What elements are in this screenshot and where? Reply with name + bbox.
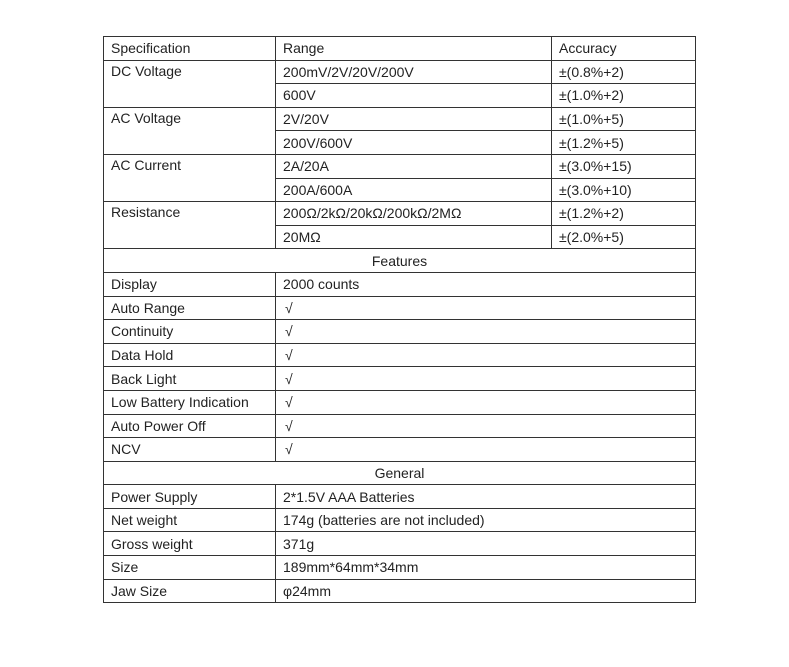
range-cell: 2V/20V [276, 107, 552, 131]
check-mark: √ [276, 438, 696, 462]
range-cell: 2A/20A [276, 154, 552, 178]
table-row [104, 485, 696, 509]
table-row [104, 296, 696, 320]
feature-label: Low Battery Indication [104, 390, 276, 414]
table-row [104, 343, 696, 367]
section-row [104, 461, 696, 485]
measurement-name: DC Voltage [104, 60, 276, 107]
general-label: Gross weight [104, 532, 276, 556]
feature-label: Data Hold [104, 343, 276, 367]
table-row [104, 367, 696, 391]
feature-label: Back Light [104, 367, 276, 391]
header-range: Range [276, 37, 552, 61]
range-cell: 600V [276, 84, 552, 108]
table-row [104, 107, 696, 131]
accuracy-cell: ±(0.8%+2) [552, 60, 696, 84]
check-mark: √ [276, 367, 696, 391]
feature-value: 2000 counts [276, 272, 696, 296]
table-row [104, 390, 696, 414]
range-cell: 200V/600V [276, 131, 552, 155]
general-label: Net weight [104, 508, 276, 532]
table-row [104, 508, 696, 532]
range-cell: 20MΩ [276, 225, 552, 249]
measurement-name: AC Current [104, 154, 276, 201]
general-value: 189mm*64mm*34mm [276, 556, 696, 580]
measurement-name: AC Voltage [104, 107, 276, 154]
general-label: Power Supply [104, 485, 276, 509]
general-value: φ24mm [276, 579, 696, 603]
range-cell: 200Ω/2kΩ/20kΩ/200kΩ/2MΩ [276, 202, 552, 226]
range-cell: 200A/600A [276, 178, 552, 202]
table-row [104, 154, 696, 178]
accuracy-cell: ±(1.2%+2) [552, 202, 696, 226]
check-mark: √ [276, 390, 696, 414]
table-row [104, 532, 696, 556]
table-row [104, 414, 696, 438]
check-mark: √ [276, 296, 696, 320]
accuracy-cell: ±(3.0%+15) [552, 154, 696, 178]
check-mark: √ [276, 343, 696, 367]
specification-table [103, 36, 696, 603]
feature-label: Auto Power Off [104, 414, 276, 438]
check-mark: √ [276, 414, 696, 438]
range-cell: 200mV/2V/20V/200V [276, 60, 552, 84]
header-specification: Specification [104, 37, 276, 61]
feature-label: Auto Range [104, 296, 276, 320]
header-accuracy: Accuracy [552, 37, 696, 61]
features-section-title: Features [104, 249, 696, 273]
feature-label: NCV [104, 438, 276, 462]
general-value: 2*1.5V AAA Batteries [276, 485, 696, 509]
general-label: Jaw Size [104, 579, 276, 603]
general-value: 371g [276, 532, 696, 556]
feature-label: Continuity [104, 320, 276, 344]
general-value: 174g (batteries are not included) [276, 508, 696, 532]
measurement-name: Resistance [104, 202, 276, 249]
table-row [104, 272, 696, 296]
accuracy-cell: ±(2.0%+5) [552, 225, 696, 249]
spec-sheet [103, 36, 695, 603]
general-section-title: General [104, 461, 696, 485]
table-row [104, 202, 696, 226]
feature-label: Display [104, 272, 276, 296]
header-row [104, 37, 696, 61]
section-row [104, 249, 696, 273]
table-row [104, 556, 696, 580]
table-row [104, 438, 696, 462]
accuracy-cell: ±(1.0%+5) [552, 107, 696, 131]
table-row [104, 579, 696, 603]
table-row [104, 60, 696, 84]
accuracy-cell: ±(1.0%+2) [552, 84, 696, 108]
check-mark: √ [276, 320, 696, 344]
general-label: Size [104, 556, 276, 580]
table-row [104, 320, 696, 344]
accuracy-cell: ±(1.2%+5) [552, 131, 696, 155]
accuracy-cell: ±(3.0%+10) [552, 178, 696, 202]
